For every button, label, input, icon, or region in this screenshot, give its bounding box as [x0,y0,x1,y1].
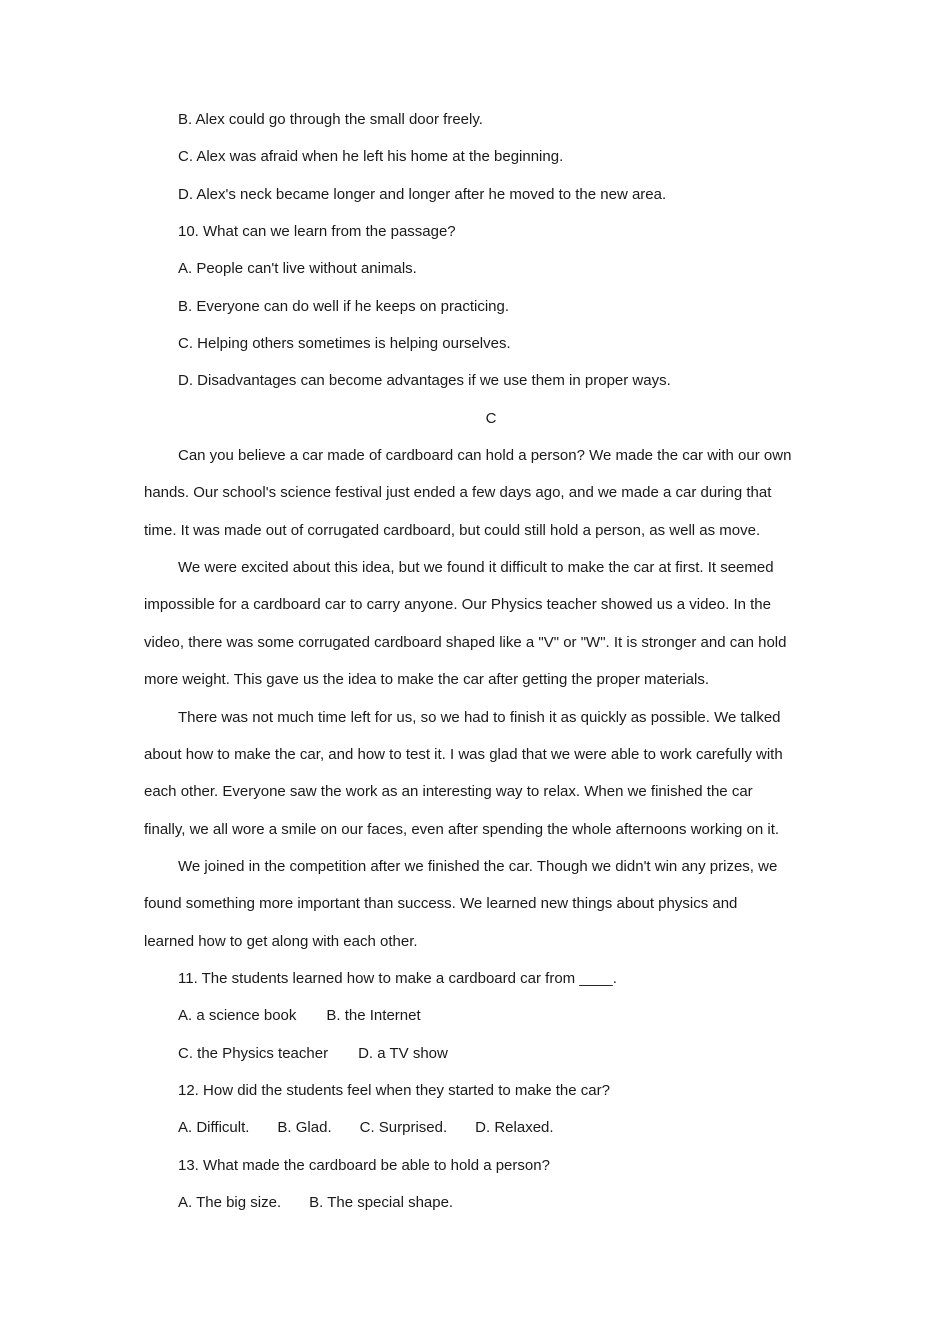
paragraph-line: hands. Our school's science festival just ended a few days ago, and we made a car during that [144,484,772,502]
passage-paragraph-2 [144,549,820,698]
paragraph-line: learned how to get along with each other. [144,932,418,950]
q12-option-d: D. Relaxed. [475,1119,554,1137]
paragraph-line: about how to make the car, and how to test it. I was glad that we were able to work carefully with [144,745,783,763]
q10-question: 10. What can we learn from the passage? [178,223,456,241]
q12-option-b: B. Glad. [277,1119,332,1137]
passage-paragraph-1 [144,437,820,549]
q11-options-row-1 [144,997,820,1034]
paragraph-line: each other. Everyone saw the work as an interesting way to relax. When we finished the car [144,783,753,801]
q13-options-row [144,1184,820,1221]
q11-option-c: C. the Physics teacher [178,1044,329,1062]
q12-option-a: A. Difficult. [178,1119,250,1137]
paragraph-line: Can you believe a car made of cardboard can hold a person? We made the car with our own [178,447,792,465]
paragraph-line: time. It was made out of corrugated cardboard, but could still hold a person, as well as move. [144,521,761,539]
page-content [144,101,820,1221]
paragraph-line: found something more important than success. We learned new things about physics and [144,895,738,913]
passage-paragraph-4 [144,848,820,960]
q9-option-d: D. Alex's neck became longer and longer after he moved to the new area. [178,185,667,203]
paragraph-line: We were excited about this idea, but we found it difficult to make the car at first. It seemed [178,559,774,577]
paragraph-line: more weight. This gave us the idea to make the car after getting the proper materials. [144,671,710,689]
q11-question: 11. The students learned how to make a cardboard car from ____. [178,969,617,987]
q12-options-row [144,1109,820,1146]
q11-option-a: A. a science book [178,1007,297,1025]
q11-options-row-2 [144,1035,820,1072]
q9-option-c: C. Alex was afraid when he left his home at the beginning. [178,148,564,166]
paragraph-line: impossible for a cardboard car to carry anyone. Our Physics teacher showed us a video. In the [144,596,771,614]
section-c-heading: C [485,409,497,427]
q10-option-d: D. Disadvantages can become advantages if we use them in proper ways. [178,372,671,390]
q9-option-b: B. Alex could go through the small door freely. [178,111,483,128]
paragraph-line: There was not much time left for us, so we had to finish it as quickly as possible. We talked [178,708,781,726]
q11-option-b: B. the Internet [326,1007,421,1025]
q10-option-a: A. People can't live without animals. [178,260,417,278]
paragraph-line: finally, we all wore a smile on our faces, even after spending the whole afternoons working on it. [144,820,780,838]
q10-option-c: C. Helping others sometimes is helping ourselves. [178,335,511,353]
q12-option-c: C. Surprised. [359,1119,448,1137]
q13-option-b: B. The special shape. [309,1193,454,1211]
q11-option-d: D. a TV show [358,1044,448,1062]
q12-question: 12. How did the students feel when they started to make the car? [178,1081,610,1099]
passage-paragraph-3 [144,699,820,848]
q10-option-b: B. Everyone can do well if he keeps on practicing. [178,297,510,315]
q13-option-a: A. The big size. [178,1193,282,1211]
paragraph-line: We joined in the competition after we finished the car. Though we didn't win any prizes, we [178,857,778,875]
paragraph-line: video, there was some corrugated cardboard shaped like a "V" or "W". It is stronger and can hold [144,633,787,651]
q13-question: 13. What made the cardboard be able to hold a person? [178,1156,550,1174]
